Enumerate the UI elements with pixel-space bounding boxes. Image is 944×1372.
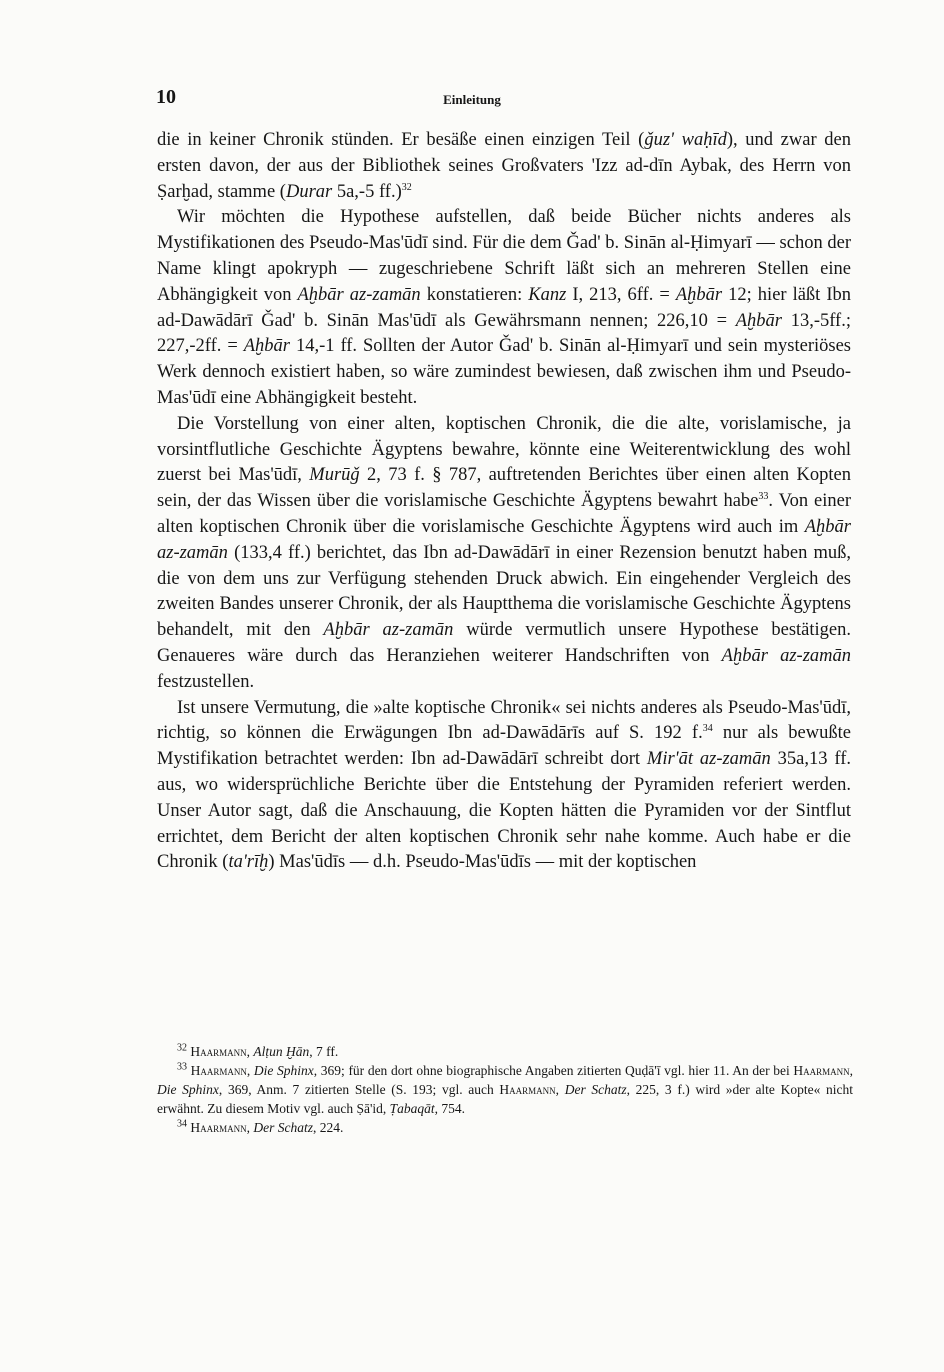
italic-text: Aḫbār az-zamān [297,284,421,305]
footnotes [157,1042,853,1137]
body-paragraph [157,128,851,205]
text-run: (133,4 ff.) berichtet, das Ibn ad-Dawādārī in einer Rezension benutzt haben muß, die von dem uns zur Verfügung stehenden Druck abwich. Ein eingehender Vergleich des zweiten Bandes unserer Chronik, der als Hauptthema die vorislamische Geschichte Ägyptens behandelt, mit den [157,542,851,641]
text-run: Die Vorstellung von einer alten, koptischen Chronik, die die alte, vorislamische, ja vorsintflutliche Geschichte Ägyptens bewahre, könnte eine Weiterentwicklung des wohl zuerst bei Mas'ūdī, [157,413,851,486]
footnote-reference: 33 [758,491,769,502]
italic-text: Mir'āt az-zamān [646,749,771,770]
italic-text: Aḫbār az-zamān [157,516,851,563]
italic-text: Durar [285,181,333,202]
text-run: , 754. [434,1101,466,1116]
footnote-reference: 32 [401,181,412,193]
text-run: . Von einer alten koptischen Chronik über die vorislamische Geschichte Ägyptens wird auch im [157,491,852,537]
text-run: ), und zwar den ersten davon, der aus der Bibliothek seines Großvaters 'Izz ad-dīn Aybak, des Herrn von Ṣarḫad, stamme ( [157,130,851,202]
text-run: würde vermutlich unsere Hypothese bestätigen. Genaueres wäre durch das Heranziehen weiterer Handschriften von [157,620,852,666]
text-run: , 369, Anm. 7 zitierten Stelle (S. 193; vgl. auch [218,1082,500,1097]
page-number: 10 [156,86,176,108]
text-run: 2, 73 f. § 787, auftretenden Berichtes über einen alten Kopten sein, der das Wissen über die vorislamische Geschichte Ägyptens bewahrt habe [157,465,851,512]
italic-text: Kanz [528,284,567,305]
text-run: festzustellen. [157,671,255,692]
italic-text: ǧuz' waḥīd [644,130,727,150]
author-name: Haarmann [190,1063,247,1078]
text-run: 35a,13 ff. aus, wo widersprüchliche Berichte über die Entstehung der Pyramiden referiert werden. Unser Autor sagt, daß die Anschauung, die Kopten hätten die Pyramiden vor der Sintflut errichtet, dem Bericht der alten koptischen Chronik sehr nahe komme. Auch habe er die Chronik ( [157,749,851,873]
text-run: , 369; für den dort ohne biographische Angaben zitierten Quḍā'ī vgl. hier 11. An der bei [313,1063,794,1078]
body-paragraph [157,696,851,877]
text-run: , 225, 3 f.) wird »der alte Kopte« nicht erwähnt. Zu diesem Motiv vgl. auch Ṣā'id, [157,1082,853,1116]
text-run: , 224. [313,1120,344,1135]
footnote-reference: 33 [177,1061,187,1073]
text-run: Wir möchten die Hypothese aufstellen, daß beide Bücher nichts anderes als Mystifikationen des Pseudo-Mas'ūdī sind. Für die dem Ǧad' b. Sinān al-Ḥimyarī — schon der Name klingt apokryph — zugeschriebene Schrift läßt sich an mehreren Stellen eine Abhängigkeit von [157,207,851,305]
text-run: I, 213, 6ff. = [566,284,676,305]
text-run: ) Mas'ūdīs — d.h. Pseudo-Mas'ūdīs — mit der koptischen [268,852,697,873]
footnote [157,1042,853,1061]
author-name: Haarmann [793,1063,850,1078]
text-run: 14,-1 ff. Sollten der Autor Ǧad' b. Sinān al-Ḥimyarī und sein mysteriöses Werk dennoch existiert haben, so wäre zumindest bewiesen, daß zwischen ihm und Pseudo-Mas'ūdī eine Abhängigkeit besteht. [157,336,851,408]
running-head: Einleitung [443,92,501,107]
italic-text: Der Schatz [564,1082,627,1097]
italic-text: Aḫbār [735,310,782,331]
italic-text: Alṭun Ḫān [253,1044,310,1059]
footnote-reference: 34 [702,723,713,735]
text-run: Ist unsere Vermutung, die »alte koptische Chronik« sei nichts anderes als Pseudo-Mas'ūdī, richtig, so können die Erwägungen Ibn ad-Dawādārīs auf S. 192 f. [157,697,851,744]
italic-text: Murūǧ [309,465,360,486]
author-name: Haarmann [190,1120,247,1135]
text-run: nur als bewußte Mystifikation betrachtet werden: Ibn ad-Dawādārī schreibt dort [157,723,851,770]
body-paragraph [157,412,851,696]
main-text [157,128,851,876]
text-run: , [555,1082,565,1097]
italic-text: Aḫbār az-zamān [721,645,851,666]
text-run: konstatieren: [420,284,529,305]
italic-text: Die Sphinx [157,1082,219,1097]
text-run: 5a,-5 ff.) [332,181,402,202]
italic-text: Die Sphinx [253,1063,314,1078]
footnote-reference: 34 [177,1118,187,1130]
italic-text: Aḫbār [675,284,723,305]
italic-text: Aḫbār az-zamān [323,620,454,641]
italic-text: Der Schatz [253,1120,314,1135]
text-run: , [246,1063,254,1078]
text-run: , [246,1044,254,1059]
body-paragraph [157,205,851,411]
footnote [157,1118,853,1137]
text-run: , [246,1120,254,1135]
text-run: die in keiner Chronik stünden. Er besäße einen einzigen Teil ( [157,130,645,150]
author-name: Haarmann [499,1082,556,1097]
italic-text: Aḫbār [243,336,290,357]
footnote [157,1061,853,1118]
italic-text: Ṭabaqāt [389,1101,435,1116]
text-run: , [849,1063,854,1078]
footnote-reference: 32 [177,1042,187,1054]
italic-text: ta'rīḫ [228,852,269,873]
text-run: , 7 ff. [309,1044,339,1059]
text-run: 12; hier läßt Ibn ad-Dawādārī Ǧad' b. Sinān Mas'ūdī als Gewährsmann nennen; 226,10 = [157,284,851,331]
text-run: 13,-5ff.; 227,-2ff. = [157,310,851,357]
author-name: Haarmann [190,1044,247,1059]
